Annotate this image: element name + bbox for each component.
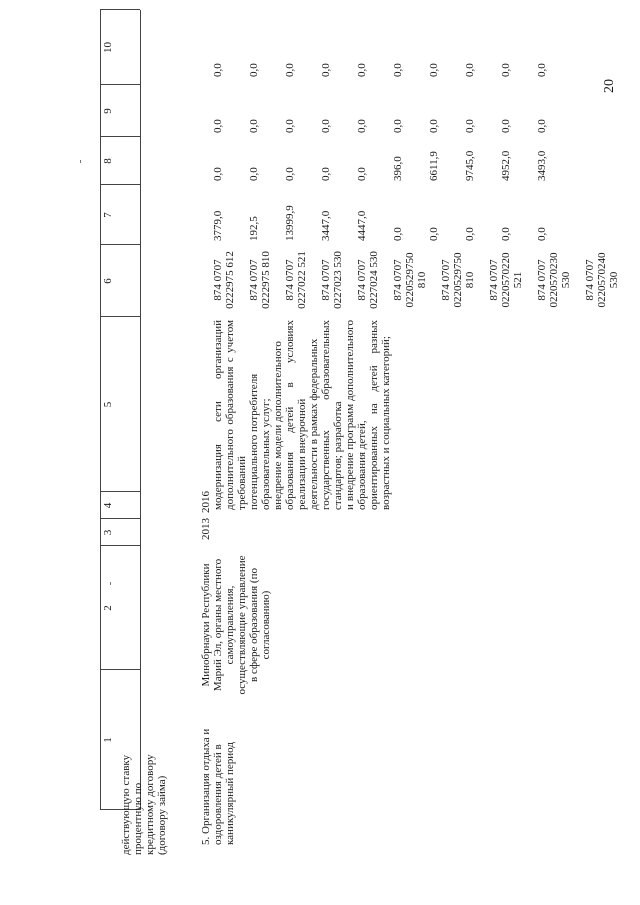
column-number: 10 bbox=[102, 42, 114, 53]
activity-title: 5. Организация отдыха и оздоровления детей в каникулярный период bbox=[200, 728, 236, 845]
values-col8: 0,0 0,0 0,0 0,0 0,0 396,0 6611,9 9745,0 4952,0 3493,0 bbox=[212, 150, 548, 181]
header-bottom-rule bbox=[140, 10, 141, 810]
column-number: 6 bbox=[102, 278, 114, 284]
column-number: 9 bbox=[102, 108, 114, 114]
column-number: 4 bbox=[102, 502, 114, 509]
scan-mark bbox=[80, 160, 81, 163]
budget-codes: 874 0707 0222975 612 874 0707 0222975 810 874 0707 0227022 521 874 0707 0227023 530 874 0707 0227024 530 874 0707 0220529750 810 874 0707 0220529750 810 874 0707 0220570220 521 874 0707 0220570230 530 874 0707 0220570240 530 bbox=[212, 251, 620, 309]
column-number: 3 bbox=[102, 529, 114, 536]
responsible-party: Минобрнауки Республики Марий Эл, органы местного самоуправления, осуществляющие управление в сфере образования (по согласованию) bbox=[200, 555, 272, 695]
column-number: 2 bbox=[102, 605, 114, 611]
page-number: 20 bbox=[602, 79, 617, 93]
start-year: 2013 bbox=[200, 518, 212, 540]
values-col7: 3779,0 192,5 13999,9 3447,0 4447,0 0,0 0,0 0,0 0,0 0,0 bbox=[212, 205, 548, 241]
column-number: 7 bbox=[102, 212, 114, 218]
values-col10: 0,0 0,0 0,0 0,0 0,0 0,0 0,0 0,0 0,0 0,0 bbox=[212, 63, 548, 77]
row-continuation-text: действующую ставку процентную по кредитному договору (договору займа) bbox=[120, 754, 168, 855]
column-number: 1 bbox=[102, 737, 114, 743]
activity-description: модернизация сети организаций дополнительного образования с учетом требований потенциального потребителя образовательных услуг; внедрение модели дополнительного образования детей в условиях реализации внеурочной деятельности в рамках федеральных государственных образовательных стандартов; разработка и внедрение программ дополнительного образования детей, ориентированных на детей разных возрастных и социальных категорий; bbox=[212, 320, 392, 510]
header-top-rule bbox=[100, 10, 101, 810]
scan-mark bbox=[110, 582, 111, 585]
column-number: 8 bbox=[102, 158, 114, 164]
values-col9: 0,0 0,0 0,0 0,0 0,0 0,0 0,0 0,0 0,0 0,0 bbox=[212, 119, 548, 133]
end-year: 2016 bbox=[200, 491, 212, 513]
column-number: 5 bbox=[102, 401, 114, 408]
